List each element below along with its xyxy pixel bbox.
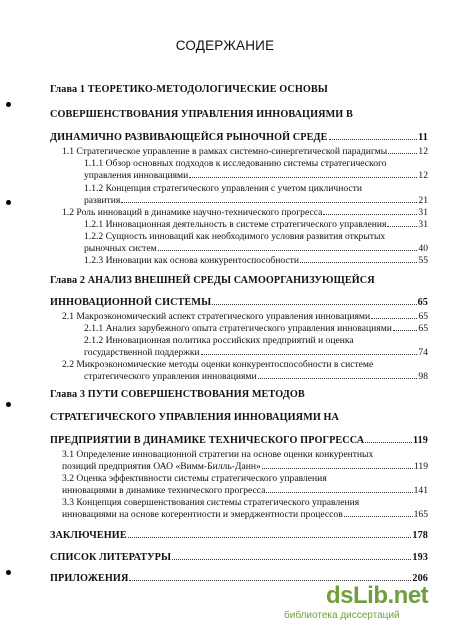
entry-label: СПИСОК ЛИТЕРАТУРЫ: [50, 551, 172, 563]
entry-label: 2.1 Макроэкономический аспект стратегического управления инновациями: [62, 311, 371, 323]
chapter-3-title-line-2[interactable]: СТРАТЕГИЧЕСКОГО УПРАВЛЕНИЯ ИННОВАЦИЯМИ НА: [50, 412, 340, 423]
toc-entry-3-1[interactable]: [62, 461, 428, 472]
entry-label-cont: стратегического управления инновациями: [84, 371, 257, 383]
toc-entry-3-2-line-1[interactable]: 3.2 Оценка эффективности системы стратегического управления: [62, 473, 327, 484]
entry-label-cont: позиций предприятия ОАО «Вимм-Билль-Данн»: [62, 461, 261, 473]
dot-leader: [365, 434, 412, 443]
page-number: 193: [412, 551, 428, 563]
page-number: 11: [418, 131, 428, 143]
dot-leader: [201, 347, 418, 355]
dot-leader: [212, 296, 416, 305]
page-number: 12: [418, 146, 428, 158]
page-number: 21: [418, 195, 428, 207]
toc-entry-3-3[interactable]: [62, 509, 428, 520]
margin-bullet-1: [6, 102, 11, 107]
toc-entry-1-2-2[interactable]: [84, 243, 428, 254]
page-number: 55: [418, 255, 428, 267]
chapter-1-title-line-3: ДИНАМИЧНО РАЗВИВАЮЩЕЙСЯ РЫНОЧНОЙ СРЕДЕ: [50, 131, 328, 143]
chapter-1-title-line-1[interactable]: Глава 1 ТЕОРЕТИКО-МЕТОДОЛОГИЧЕСКИЕ ОСНОВЫ: [50, 84, 328, 95]
dot-leader: [189, 170, 417, 178]
page-number: 178: [412, 529, 428, 541]
page-number: 98: [418, 371, 428, 383]
page-number: 31: [418, 207, 428, 219]
page-number: 12: [418, 170, 428, 182]
page-number: 40: [418, 243, 428, 255]
page-number: 141: [413, 485, 428, 497]
toc-entry-1-2-2-line-1[interactable]: 1.2.2 Сущность инноваций как необходимого условия развития открытых: [84, 231, 386, 242]
dot-leader: [158, 243, 418, 251]
margin-bullet-3: [6, 402, 11, 407]
page-number: 65: [418, 323, 428, 335]
margin-bullet-2: [6, 200, 11, 205]
dot-leader: [300, 255, 417, 263]
page-number: 31: [418, 219, 428, 231]
dot-leader: [262, 461, 413, 469]
dot-leader: [258, 371, 418, 379]
page-number: 165: [413, 509, 428, 521]
entry-label-cont: управления инновациями: [84, 170, 189, 182]
entry-label: 1.1 Стратегическое управление в рамках системно-синергетической парадигмы: [62, 146, 388, 158]
entry-label-cont: инновациями в динамике технического прогресса: [62, 485, 266, 497]
dot-leader: [129, 572, 411, 581]
toc-entry-1-1-1-line-1[interactable]: 1.1.1 Обзор основных подходов к исследованию системы стратегического: [84, 158, 387, 169]
page-number: 65: [417, 296, 428, 308]
chapter-3-title-line-1[interactable]: Глава 3 ПУТИ СОВЕРШЕНСТВОВАНИЯ МЕТОДОВ: [50, 389, 305, 400]
toc-bibliography[interactable]: [50, 551, 428, 563]
entry-label-cont: государственной поддержки: [84, 347, 200, 359]
entry-label-cont: инновациями на основе когерентности и эмерджентности процессов: [62, 509, 343, 521]
toc-entry-3-1-line-1[interactable]: 3.1 Определение инновационной стратегии на основе оценки конкурентных: [62, 449, 374, 460]
dot-leader: [266, 485, 412, 493]
dot-leader: [128, 529, 412, 538]
page-title: СОДЕРЖАНИЕ: [175, 38, 275, 53]
toc-entry-1-2-1[interactable]: [84, 219, 428, 230]
toc-entry-1-2-3[interactable]: [84, 255, 428, 266]
entry-label-cont: развития: [84, 195, 121, 207]
page-number: 206: [412, 572, 428, 584]
chapter-3-title-line-3: ПРЕДПРИЯТИИ В ДИНАМИКЕ ТЕХНИЧЕСКОГО ПРОГРЕССА: [50, 434, 365, 446]
watermark-subtitle: библиотека диссертаций: [284, 610, 400, 621]
toc-entry-1-2[interactable]: [62, 207, 428, 218]
toc-entry-1-1[interactable]: [62, 146, 428, 157]
page-number: 74: [418, 347, 428, 359]
dot-leader: [172, 551, 411, 560]
toc-entry-3-2[interactable]: [62, 485, 428, 496]
entry-label: 1.2 Роль инноваций в динамике научно-технического прогресса: [62, 207, 323, 219]
chapter-2-title-line-1[interactable]: Глава 2 АНАЛИЗ ВНЕШНЕЙ СРЕДЫ САМООРГАНИЗУЮЩЕЙСЯ: [50, 275, 375, 286]
entry-label-cont: рыночных систем: [84, 243, 157, 255]
dot-leader: [388, 146, 417, 154]
chapter-2-title-line-2: ИННОВАЦИОННОЙ СИСТЕМЫ: [50, 296, 212, 308]
chapter-3-entry[interactable]: [50, 434, 428, 446]
chapter-2-entry[interactable]: [50, 296, 428, 308]
dot-leader: [371, 311, 417, 319]
toc-entry-3-3-line-1[interactable]: 3.3 Концепция совершенствования системы стратегического управления: [62, 497, 360, 508]
toc-entry-2-1[interactable]: [62, 311, 428, 322]
toc-entry-2-1-2[interactable]: [84, 347, 428, 358]
page-number: 119: [413, 461, 428, 473]
entry-label: ПРИЛОЖЕНИЯ: [50, 572, 129, 584]
page-number: 119: [412, 434, 428, 446]
dot-leader: [329, 131, 418, 140]
entry-label: 2.1.1 Анализ зарубежного опыта стратегического управления инновациями: [84, 323, 392, 335]
watermark-logo: dsLib.net: [326, 582, 429, 609]
entry-label: ЗАКЛЮЧЕНИЕ: [50, 529, 127, 541]
page-number: 65: [418, 311, 428, 323]
dot-leader: [344, 509, 413, 517]
entry-label: 1.2.3 Инновации как основа конкурентоспособности: [84, 255, 299, 267]
toc-entry-1-1-1[interactable]: [84, 170, 428, 181]
margin-bullet-4: [6, 570, 11, 575]
dot-leader: [387, 219, 417, 227]
toc-entry-2-1-2-line-1[interactable]: 2.1.2 Инновационная политика российских предприятий и оценка: [84, 335, 354, 346]
chapter-1-title-line-2[interactable]: СОВЕРШЕНСТВОВАНИЯ УПРАВЛЕНИЯ ИННОВАЦИЯМИ В: [50, 109, 353, 120]
toc-conclusion[interactable]: [50, 529, 428, 541]
toc-entry-1-1-2[interactable]: [84, 195, 428, 206]
entry-label: 1.2.1 Инновационная деятельность в системе стратегического управления: [84, 219, 387, 231]
toc-entry-1-1-2-line-1[interactable]: 1.1.2 Концепция стратегического управления с учетом цикличности: [84, 183, 363, 194]
dot-leader: [121, 195, 417, 203]
toc-entry-2-2-line-1[interactable]: 2.2 Микроэкономические методы оценки конкурентоспособности в системе: [62, 359, 374, 370]
dot-leader: [393, 323, 418, 331]
dot-leader: [323, 207, 417, 215]
chapter-1-entry[interactable]: [50, 131, 428, 143]
toc-entry-2-2[interactable]: [84, 371, 428, 382]
toc-entry-2-1-1[interactable]: [84, 323, 428, 334]
